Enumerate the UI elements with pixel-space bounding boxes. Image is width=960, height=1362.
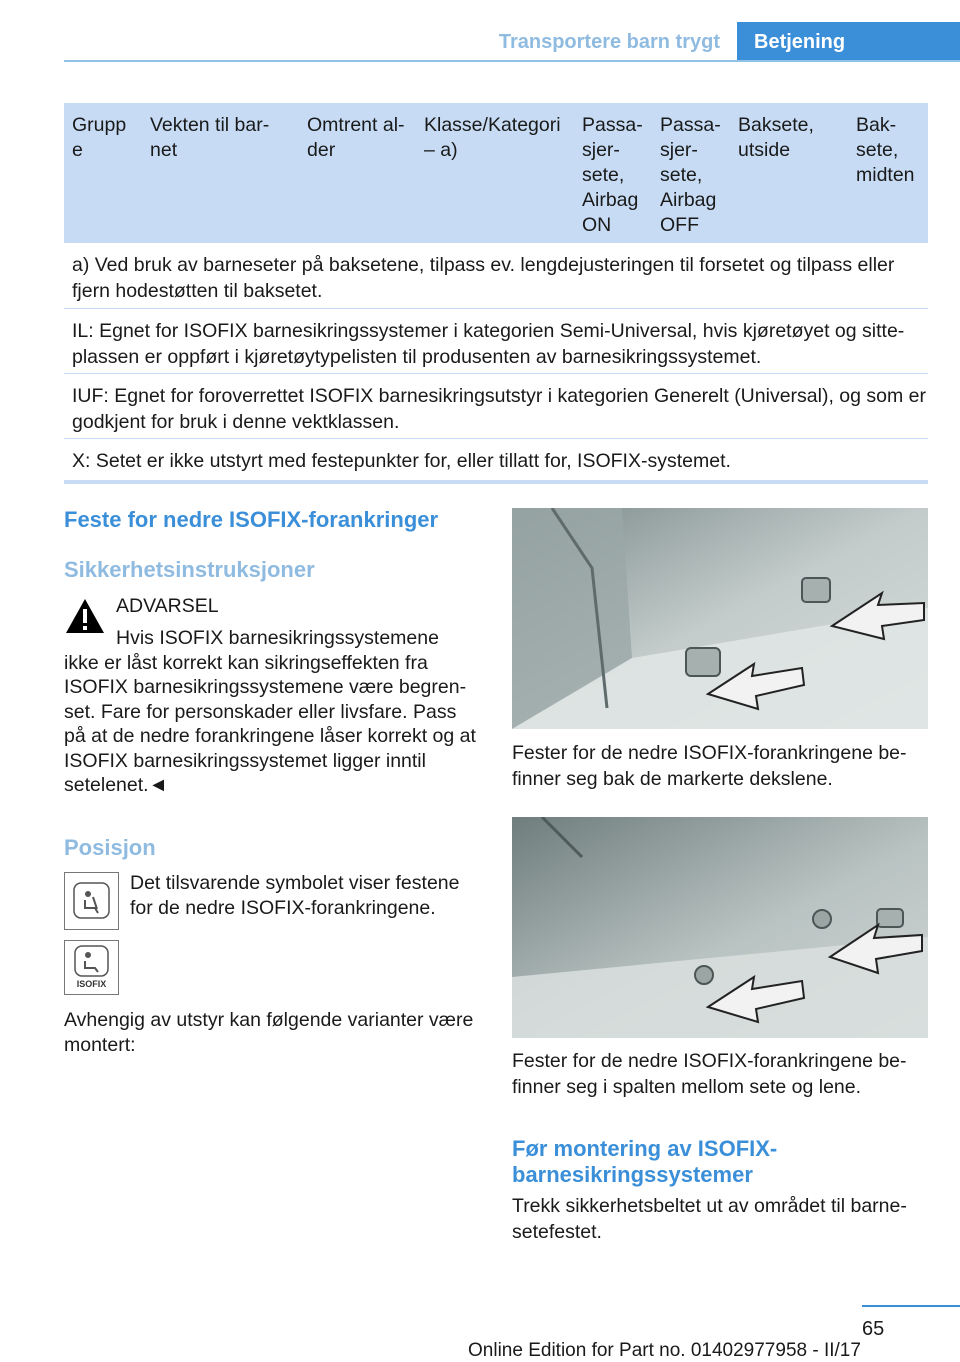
column-header-pass-airbag-off: Passa- sjer- sete, Airbag OFF <box>660 114 721 236</box>
footer-rule <box>862 1305 960 1307</box>
isofix-icon-label: ISOFIX <box>76 979 107 989</box>
column-header-group: Grupp e <box>72 114 127 161</box>
page-number: 65 <box>862 1318 885 1340</box>
child-seat-anchor-icon <box>64 872 119 930</box>
note-divider <box>64 308 928 309</box>
note-divider <box>64 438 928 439</box>
chapter-tab: Betjening <box>737 22 960 62</box>
column-header-weight: Vekten til bar- net <box>150 114 270 161</box>
column-header-rear-outer: Baksete, utside <box>738 114 814 161</box>
table-note: IUF: Egnet for foroverrettet ISOFIX barnesikringsutstyr i kategorien Generelt (Universal), og som er godkjent for bruk i denne vektklassen. <box>72 385 926 433</box>
photo-caption: Fester for de nedre ISOFIX-forankringene be- finner seg i spalten mellom sete og lene. <box>512 1050 907 1098</box>
photo-caption: Fester for de nedre ISOFIX-forankringene be- finner seg bak de markerte dekslene. <box>512 742 907 790</box>
safety-heading: Sikkerhetsinstruksjoner <box>64 557 315 582</box>
isofix-symbol-icon <box>64 940 119 995</box>
header-rule <box>64 60 960 62</box>
table-note: a) Ved bruk av barneseter på baksetene, tilpass ev. lengdejusteringen til forsetet og tilpass eller fjern hodestøtten til baksetet. <box>72 254 895 302</box>
column-header-rear-middle: Bak- sete, midten <box>856 114 915 186</box>
note-divider <box>64 373 928 374</box>
isofix-gap-photo <box>512 817 928 1038</box>
column-header-class: Klasse/Kategori – a) <box>424 114 561 161</box>
warning-text: Hvis ISOFIX barnesikringssystemene ikke er låst korrekt kan sikringseffekten fra ISOFIX barnesikringssystemene være begren- set. Fare for personskader eller livsfare. Pass på at de nedre forankringene låser korrekt og at ISOFIX barnesikringssystemet ligger inntil setelenet.◄ <box>64 627 476 796</box>
warning-label: ADVARSEL <box>116 595 219 617</box>
before-mounting-text: Trekk sikkerhetsbeltet ut av området til barne- setefestet. <box>512 1195 907 1243</box>
table-header <box>64 103 928 243</box>
table-bottom-rule <box>64 480 928 484</box>
table-note: IL: Egnet for ISOFIX barnesikringssystemer i kategorien Semi-Universal, hvis kjøretøyet og sitte- plassen er oppført i kjøretøytypelisten til produsenten av barnesikringssystemet. <box>72 320 905 368</box>
section-heading: Feste for nedre ISOFIX-forankringer <box>64 507 439 532</box>
isofix-covers-photo <box>512 508 928 729</box>
before-mounting-heading: Før montering av ISOFIX- barnesikringssystemer <box>512 1136 778 1187</box>
column-header-pass-airbag-on: Passa- sjer- sete, Airbag ON <box>582 114 643 236</box>
variants-text: Avhengig av utstyr kan følgende varianter være montert: <box>64 1009 474 1056</box>
edition-note: Online Edition for Part no. 01402977958 - II/17 <box>468 1340 861 1361</box>
column-header-age: Omtrent al- der <box>307 114 405 161</box>
table-note: X: Setet er ikke utstyrt med festepunkter for, eller tillatt for, ISOFIX-systemet. <box>72 450 731 472</box>
running-header-section: Transportere barn trygt <box>498 31 720 53</box>
position-heading: Posisjon <box>64 835 156 860</box>
position-text: Det tilsvarende symbolet viser festene for de nedre ISOFIX-forankringene. <box>130 872 460 919</box>
